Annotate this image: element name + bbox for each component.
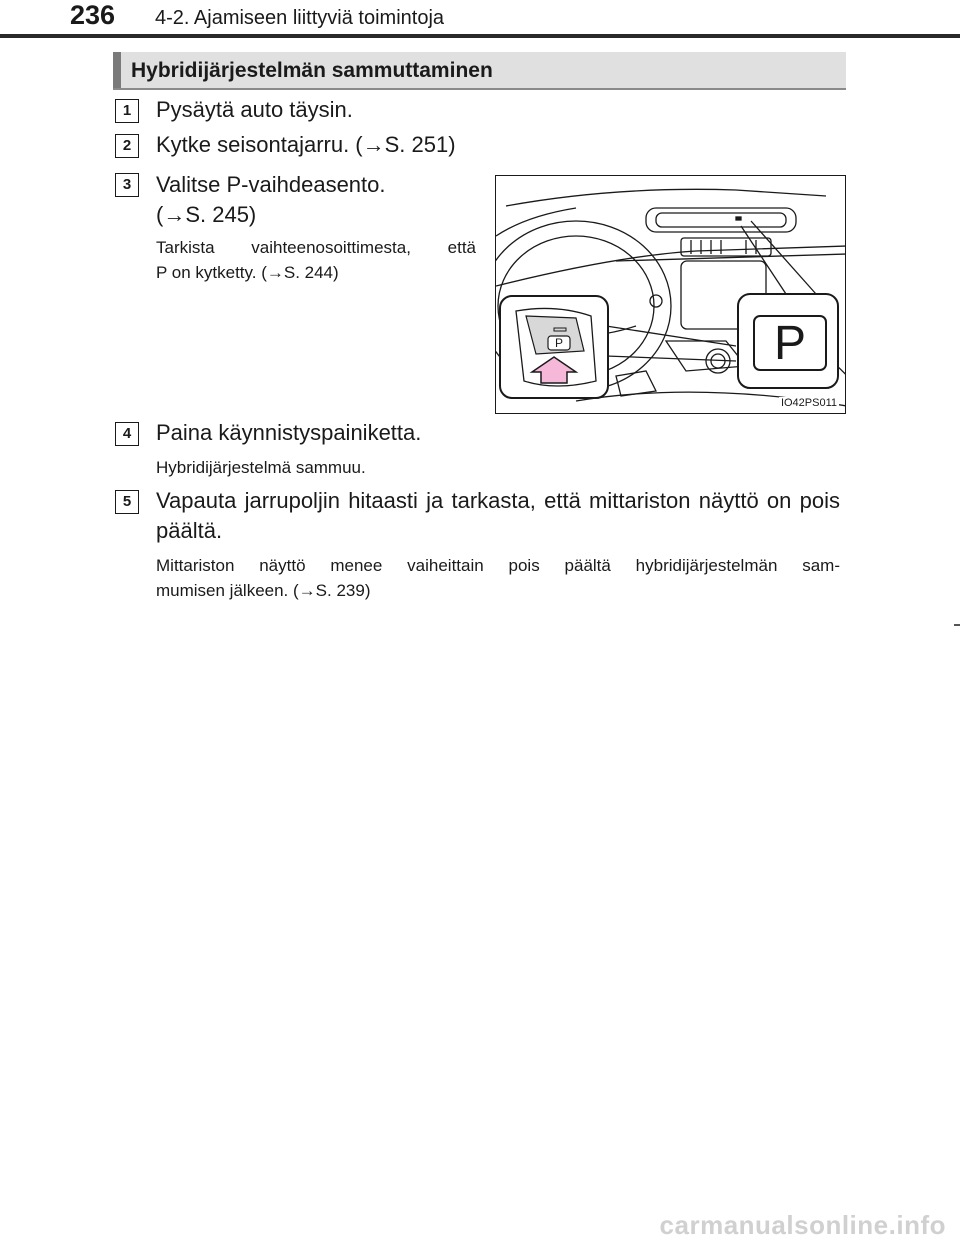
step-text-1: Pysäytä auto täysin. <box>156 97 353 122</box>
step-number-2: 2 <box>115 134 139 158</box>
figure-code: IO42PS011 <box>780 397 837 409</box>
header-rule <box>0 34 960 38</box>
step-text-3-line1: Valitse P-vaihdeasento. <box>156 172 386 197</box>
figure-dashboard-illustration <box>495 175 846 414</box>
dashboard-drawing <box>496 176 846 414</box>
section-title: Hybridijärjestelmän sammuttaminen <box>131 59 493 82</box>
step-note-3-line1: Tarkista vaihteenosoittimesta, että <box>156 238 476 257</box>
step-text-5-line2: päältä. <box>156 518 223 543</box>
step-note-5-line2: mumisen jälkeen. (→S. 239) <box>156 581 371 600</box>
step-number-4: 4 <box>115 422 139 446</box>
watermark: carmanualsonline.info <box>659 1210 946 1240</box>
indicator-p-letter: P <box>773 317 807 370</box>
step-text-5-line1: Vapauta jarrupoljin hitaasti ja tarkasta, että mittariston näyttö on pois <box>156 488 840 513</box>
step-note-4: Hybridijärjestelmä sammuu. <box>156 458 366 477</box>
step-number-1: 1 <box>115 99 139 123</box>
button-p-letter: P <box>554 336 564 350</box>
margin-tick <box>954 624 960 626</box>
step-number-3: 3 <box>115 173 139 197</box>
step-note-3-line2: P on kytketty. (→S. 244) <box>156 263 339 282</box>
chapter-title: 4-2. Ajamiseen liittyviä toimintoja <box>155 7 445 29</box>
step-text-4: Paina käynnistyspainiketta. <box>156 420 422 445</box>
section-heading <box>113 52 846 90</box>
page-number: 236 <box>70 0 116 30</box>
step-note-5-line1: Mittariston näyttö menee vaiheittain pois päältä hybridijärjestelmän sam- <box>156 556 840 575</box>
step-text-2: Kytke seisontajarru. (→S. 251) <box>156 132 456 157</box>
step-number-5: 5 <box>115 490 139 514</box>
section-heading-bar <box>113 52 121 88</box>
step-text-3-line2: (→S. 245) <box>156 202 257 227</box>
